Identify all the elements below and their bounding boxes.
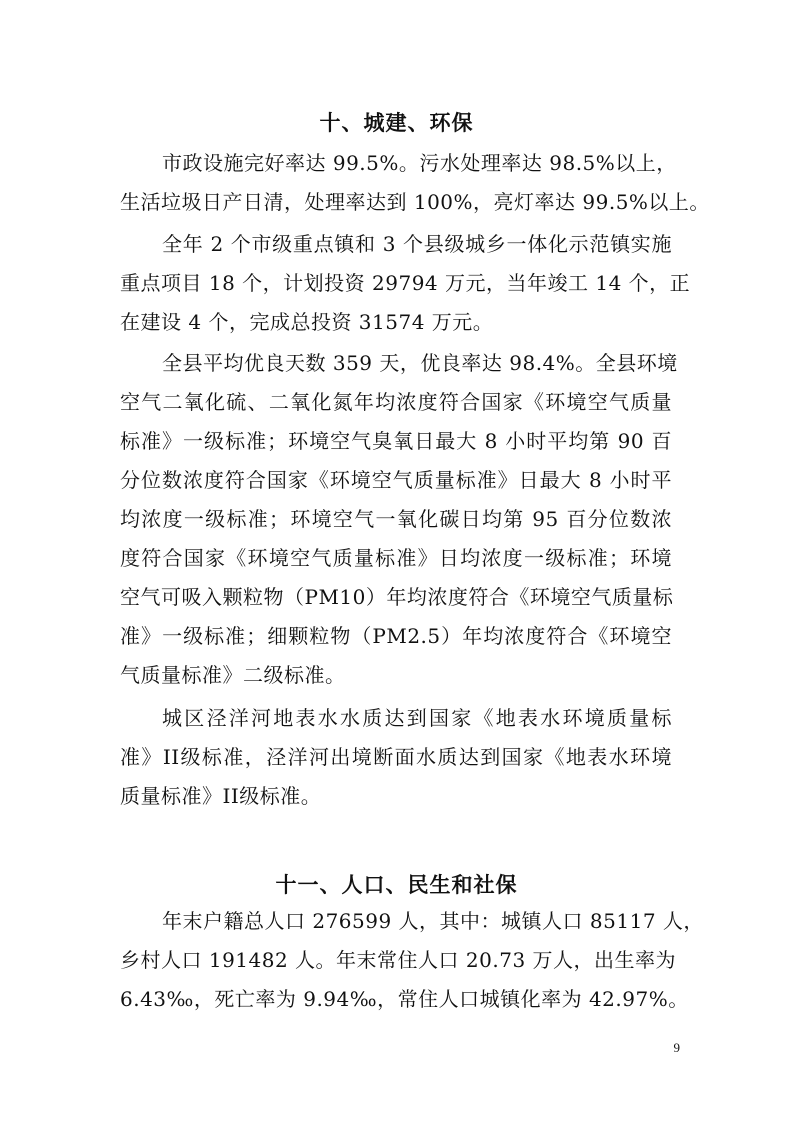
text-line: 准》II级标准，泾洋河出境断面水质达到国家《地表水环境: [120, 745, 672, 769]
text-line: 乡村人口 191482 人。年末常住人口 20.73 万人，出生率为: [120, 948, 677, 972]
text-line: 度符合国家《环境空气质量标准》日均浓度一级标准；环境: [120, 546, 672, 570]
text-line: 重点项目 18 个，计划投资 29794 万元，当年竣工 14 个，正: [120, 271, 691, 295]
text-line: 城区泾洋河地表水水质达到国家《地表水环境质量标: [162, 706, 672, 730]
text-line: 6.43‰，死亡率为 9.94‰，常住人口城镇化率为 42.97%。: [120, 987, 689, 1011]
text-line: 市政设施完好率达 99.5%。污水处理率达 98.5%以上，: [162, 151, 677, 175]
text-line: 在建设 4 个，完成总投资 31574 万元。: [120, 310, 494, 334]
text-line: 标准》一级标准；环境空气臭氧日最大 8 小时平均第 90 百: [120, 429, 672, 453]
section-heading: 十、城建、环保: [319, 111, 474, 135]
text-line: 准》一级标准；细颗粒物（PM2.5）年均浓度符合《环境空: [120, 624, 672, 648]
text-line: 年末户籍总人口 276599 人，其中：城镇人口 85117 人，: [162, 909, 704, 933]
text-line: 全年 2 个市级重点镇和 3 个县级城乡一体化示范镇实施: [162, 232, 672, 256]
text-line: 质量标准》II级标准。: [120, 784, 322, 808]
text-line: 生活垃圾日产日清，处理率达到 100%，亮灯率达 99.5%以上。: [120, 190, 710, 214]
section-heading: 十一、人口、民生和社保: [275, 873, 518, 897]
text-line: 全县平均优良天数 359 天，优良率达 98.4%。全县环境: [162, 351, 678, 375]
text-line: 空气二氧化硫、二氧化氮年均浓度符合国家《环境空气质量: [120, 390, 672, 414]
text-line: 分位数浓度符合国家《环境空气质量标准》日最大 8 小时平: [120, 468, 672, 492]
text-line: 空气可吸入颗粒物（PM10）年均浓度符合《环境空气质量标: [120, 585, 674, 609]
page-number: 9: [673, 1040, 680, 1055]
text-line: 气质量标准》二级标准。: [120, 663, 346, 687]
text-line: 均浓度一级标准；环境空气一氧化碳日均第 95 百分位数浓: [120, 507, 672, 531]
